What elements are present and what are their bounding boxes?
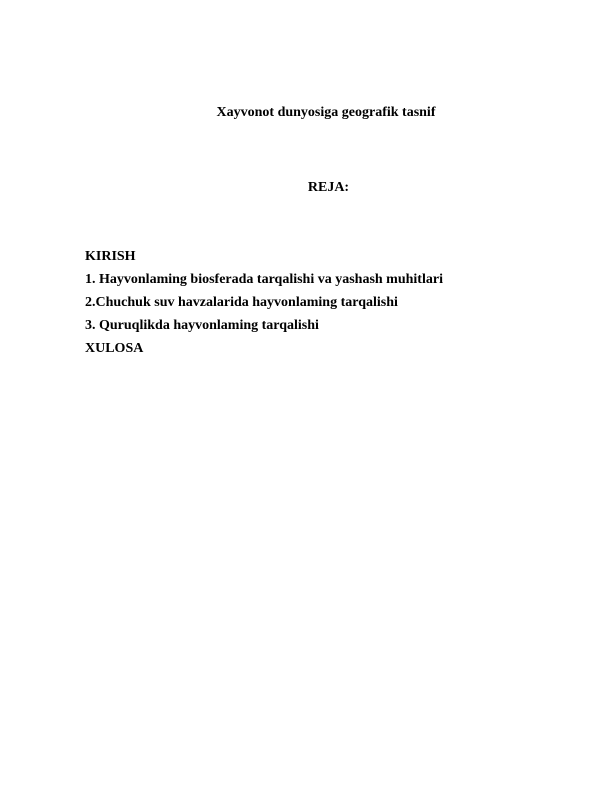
document-title: Xayvonot dunyosiga geografik tasnif [216,105,436,120]
plan-item-conclusion: XULOSA [85,341,144,356]
plan-item-3: 3. Quruqlikda hayvonlaming tarqalishi [85,318,319,333]
plan-item-1: 1. Hayvonlaming biosferada tarqalishi va yashash muhitlari [85,272,443,287]
plan-heading: REJA: [307,180,350,195]
plan-list [85,248,585,363]
plan-item-2: 2.Chuchuk suv havzalarida hayvonlaming tarqalishi [85,295,398,310]
plan-item-introduction: KIRISH [85,249,136,264]
